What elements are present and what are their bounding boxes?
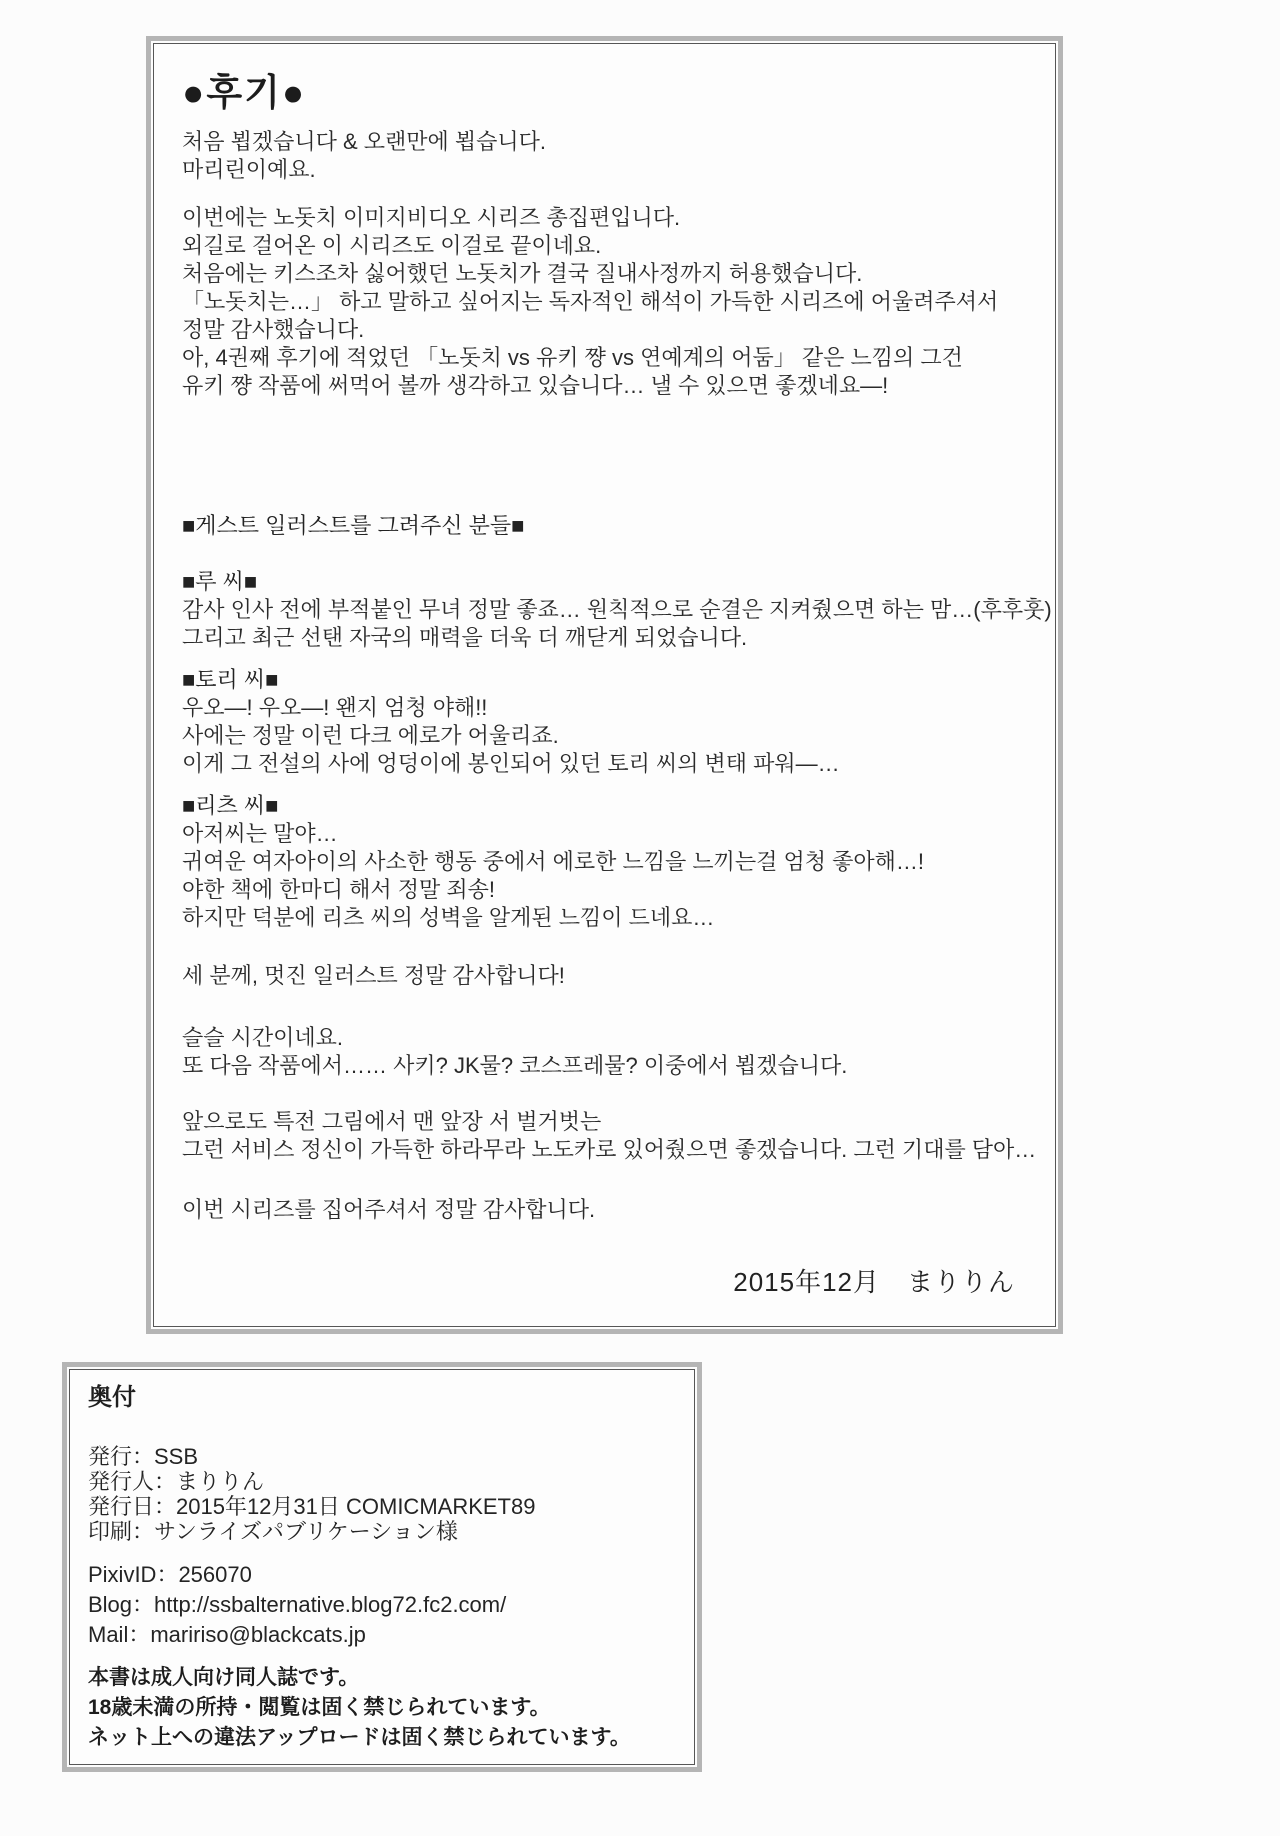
text-line: 유키 쨩 작품에 써먹어 볼까 생각하고 있습니다… 낼 수 있으면 좋겠네요―!	[182, 373, 889, 398]
text-line: 야한 책에 한마디 해서 정말 죄송!	[182, 877, 495, 902]
text-line: 외길로 걸어온 이 시리즈도 이걸로 끝이네요.	[182, 233, 602, 258]
warning-line: 本書は成人向け同人誌です。	[88, 1666, 360, 1689]
intro-paragraph	[182, 128, 1029, 184]
series-notes-paragraph	[182, 204, 1029, 400]
text-line: 감사 인사 전에 부적붙인 무녀 정말 좋죠… 원칙적으로 순결은 지켜줬으면 하는 맘…(후후훗)	[182, 597, 1052, 622]
publisher-line: 発行：SSB	[88, 1444, 199, 1469]
guest-section-tori	[182, 666, 1029, 778]
text-line: 「노돗치는…」 하고 말하고 싶어지는 독자적인 해석이 가득한 시리즈에 어울려주셔서	[182, 289, 999, 314]
text-line: 처음 뵙겠습니다 & 오랜만에 뵙습니다.	[182, 129, 547, 154]
text-line: 마리린이예요.	[182, 157, 316, 182]
contact-info	[88, 1560, 676, 1650]
adult-warning	[88, 1663, 676, 1753]
colophon-content	[70, 1370, 694, 1753]
warning-line: ネット上への違法アップロードは固く禁じられています。	[88, 1726, 631, 1749]
colophon-heading: 奥付	[88, 1384, 136, 1411]
closing-paragraph	[182, 1024, 1029, 1080]
text-line: 슬슬 시간이네요.	[182, 1025, 343, 1050]
warning-line: 18歳未満の所持・閲覧は固く禁じられています。	[88, 1696, 551, 1719]
text-line: 아저씨는 말야…	[182, 821, 338, 846]
text-line: 또 다음 작품에서…… 사키? JK물? 코스프레물? 이중에서 뵙겠습니다.	[182, 1053, 848, 1078]
afterword-title: ●후기●	[182, 72, 307, 113]
blog-url-line: Blog：http://ssbalternative.blog72.fc2.com/	[88, 1592, 507, 1617]
text-line: 처음에는 키스조차 싫어했던 노돗치가 결국 질내사정까지 허용했습니다.	[182, 261, 863, 286]
mail-address-line: Mail：maririso@blackcats.jp	[88, 1622, 366, 1647]
guest-name-heading: ■리츠 씨■	[182, 793, 279, 818]
colophon-box-inner-rule	[69, 1369, 695, 1765]
guest-section-ritsu	[182, 792, 1029, 932]
text-line: 아, 4권째 후기에 적었던 「노돗치 vs 유키 쨩 vs 연예계의 어둠」 같은 느낌의 그건	[182, 345, 963, 370]
guest-name-heading: ■토리 씨■	[182, 667, 279, 692]
text-line: 정말 감사했습니다.	[182, 317, 365, 342]
text-line: 귀여운 여자아이의 사소한 행동 중에서 에로한 느낌을 느끼는걸 엄청 좋아해…!	[182, 849, 924, 874]
text-line: 그런 서비스 정신이 가득한 하라무라 노도카로 있어줬으면 좋겠습니다. 그런 기대를 담아…	[182, 1137, 1037, 1162]
guest-section-ru	[182, 568, 1052, 652]
pixiv-id-line: PixivID：256070	[88, 1562, 252, 1587]
text-line: 우오―! 우오―! 왠지 엄청 야해!!	[182, 695, 488, 720]
text-line: 사에는 정말 이런 다크 에로가 어울리죠.	[182, 723, 559, 748]
text-line: 하지만 덕분에 리츠 씨의 성벽을 알게된 느낌이 드네요…	[182, 905, 715, 930]
printer-line: 印刷：サンライズパブリケーション様	[88, 1519, 458, 1544]
afterword-box	[146, 36, 1063, 1334]
colophon-box	[62, 1362, 702, 1772]
publication-info	[88, 1444, 676, 1544]
signature-date-author: 2015年12月 まりりん	[733, 1267, 1015, 1297]
text-line: 그리고 최근 선탠 자국의 매력을 더욱 더 깨닫게 되었습니다.	[182, 625, 748, 650]
text-line: 이게 그 전설의 사에 엉덩이에 봉인되어 있던 토리 씨의 변태 파워―…	[182, 751, 840, 776]
thanks-line: 세 분께, 멋진 일러스트 정말 감사합니다!	[182, 963, 565, 988]
publish-date-line: 発行日：2015年12月31日 COMICMARKET89	[88, 1494, 536, 1519]
guest-name-heading: ■루 씨■	[182, 569, 258, 594]
closing-paragraph	[182, 1196, 1029, 1224]
publisher-person-line: 発行人：まりりん	[88, 1469, 265, 1494]
text-line: 이번 시리즈를 집어주셔서 정말 감사합니다.	[182, 1197, 596, 1222]
guest-illustrators-heading: ■게스트 일러스트를 그려주신 분들■	[182, 513, 525, 538]
afterword-content	[154, 44, 1055, 1299]
closing-paragraph	[182, 1108, 1037, 1164]
afterword-box-inner-rule	[153, 43, 1056, 1327]
text-line: 앞으로도 특전 그림에서 맨 앞장 서 벌거벗는	[182, 1109, 602, 1134]
text-line: 이번에는 노돗치 이미지비디오 시리즈 총집편입니다.	[182, 205, 681, 230]
